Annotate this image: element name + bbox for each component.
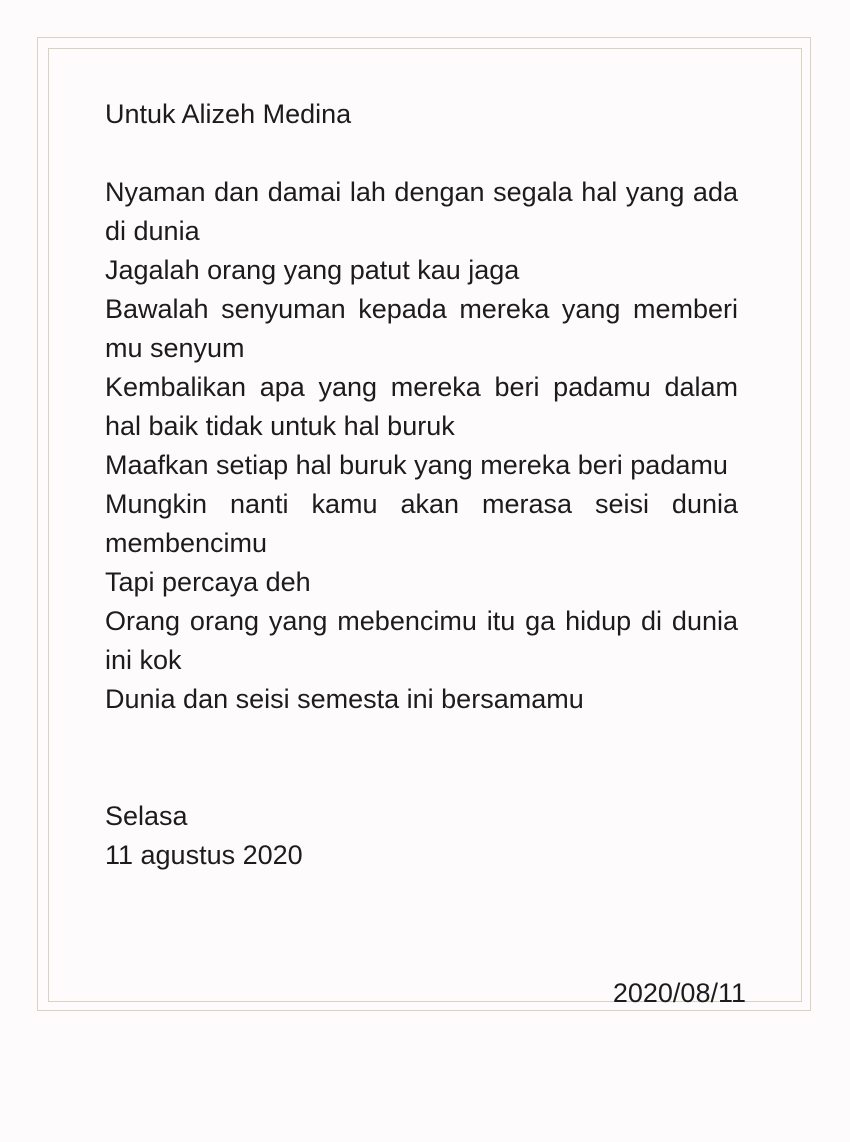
poem-line-9: Dunia dan seisi semesta ini bersamamu [105, 684, 584, 714]
poem-line-4: Kembalikan apa yang mereka beri padamu dalam hal baik tidak untuk hal buruk [105, 372, 738, 441]
poem-line-8: Orang orang yang mebencimu itu ga hidup di dunia ini kok [105, 606, 738, 675]
poem-line-3: Bawalah senyuman kepada mereka yang memberi mu senyum [105, 294, 738, 363]
greeting: Untuk Alizeh Medina [105, 99, 352, 129]
poem-line-5: Maafkan setiap hal buruk yang mereka beri padamu [105, 450, 728, 480]
signature-block [105, 797, 738, 875]
date-stamp: 2020/08/11 [612, 978, 746, 1008]
letter-body [105, 95, 738, 875]
poem-line-6: Mungkin nanti kamu akan merasa seisi dunia membencimu [105, 489, 738, 558]
poem-line-7: Tapi percaya deh [105, 567, 311, 597]
poem-line-1: Nyaman dan damai lah dengan segala hal yang ada di dunia [105, 177, 738, 246]
poem-line-2: Jagalah orang yang patut kau jaga [105, 255, 520, 285]
date-text: 11 agustus 2020 [105, 840, 303, 870]
poem [105, 173, 738, 719]
day-text: Selasa [105, 801, 188, 831]
